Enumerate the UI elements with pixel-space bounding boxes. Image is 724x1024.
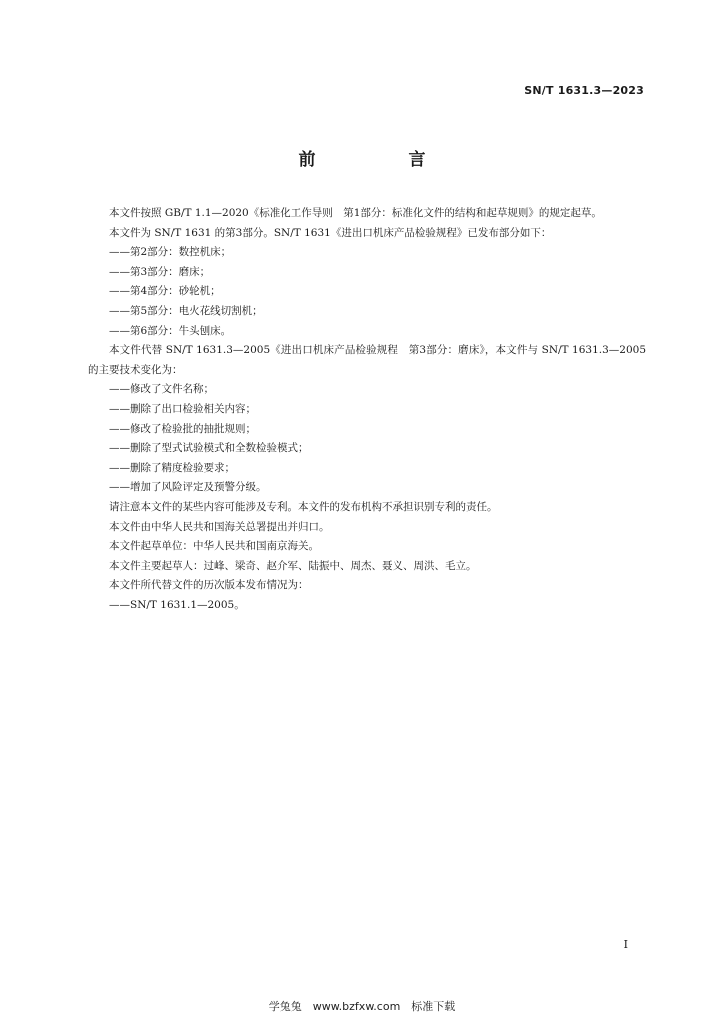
list-item: ——删除了型式试验模式和全数检验模式； [109,442,309,455]
paragraph: 本文件起草单位：中华人民共和国南京海关。 [109,540,319,553]
foreword-body [88,204,646,615]
list-item: ——修改了检验批的抽批规则； [109,422,256,435]
paragraph: 本文件所代替文件的历次版本发布情况为： [109,579,309,592]
paragraph: 本文件为 SN/T 1631 的第3部分。SN/T 1631《进出口机床产品检验规程》已发布部分如下： [109,226,552,239]
page-number: I [623,938,628,951]
list-item: ——删除了精度检验要求； [109,461,235,474]
footer-watermark: 学兔兔 www.bzfxw.com 标准下载 [268,1000,456,1013]
paragraph: 请注意本文件的某些内容可能涉及专利。本文件的发布机构不承担识别专利的责任。 [109,500,498,513]
paragraph: 本文件主要起草人：过峰、梁奇、赵介军、陆振中、周杰、聂义、周洪、毛立。 [109,559,477,572]
paragraph: 本文件代替 SN/T 1631.3—2005《进出口机床产品检验规程 第3部分：磨床》，本文件与 SN/T 1631.3—2005 的主要技术变化为： [88,344,646,376]
paragraph: 本文件按照 GB/T 1.1—2020《标准化工作导则 第1部分：标准化文件的结构和起草规则》的规定起草。 [109,207,602,219]
list-item: ——修改了文件名称； [109,383,214,396]
page-title: 前 言 [298,150,464,170]
list-item: ——SN/T 1631.1—2005。 [109,598,245,611]
list-item: ——第6部分：牛头刨床。 [109,324,232,337]
list-item: ——第2部分：数控机床； [109,246,232,259]
list-item: ——增加了风险评定及预警分级。 [109,481,267,494]
list-item: ——第5部分：电火花线切割机； [109,304,263,317]
paragraph: 本文件由中华人民共和国海关总署提出并归口。 [109,520,330,533]
list-item: ——删除了出口检验相关内容； [109,402,256,415]
list-item: ——第3部分：磨床； [109,265,211,278]
standard-code: SN/T 1631.3—2023 [524,84,644,97]
list-item: ——第4部分：砂轮机； [109,285,221,298]
